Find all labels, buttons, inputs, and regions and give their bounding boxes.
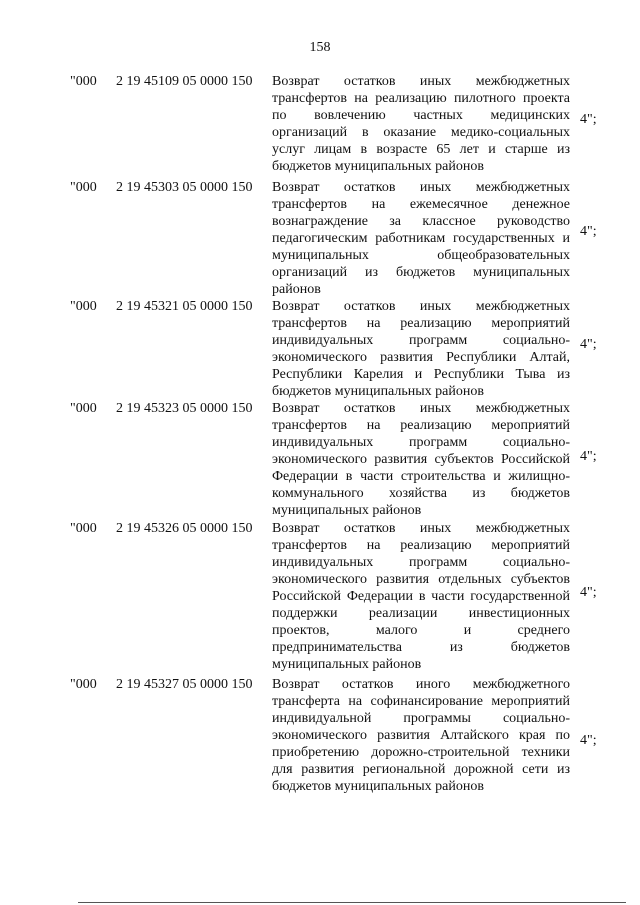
row-text: Возврат остатков иных межбюджетных трансфертов на ежемесячное денежное вознаграждение за классное руководство педагогическим работникам государственных и муниципальных общеобразовательных организаций из бюджетов муниципальных районов [272,180,570,297]
row-suffix: 4"; [580,224,597,239]
row-code: 2 19 45326 05 0000 150 [116,521,253,536]
row-code: 2 19 45327 05 0000 150 [116,677,253,692]
row-prefix: "000 [70,299,97,314]
row-suffix: 4"; [580,449,597,464]
row-prefix: "000 [70,180,97,195]
bottom-rule [78,902,626,903]
row-text: Возврат остатков иного межбюджетного трансферта на софинансирование мероприятий индивидуальной программы социально-экономического развития Алтайского края по приобретению дорожно-строительной техники для развития региональной дорожной сети из бюджетов муниципальных районов [272,677,570,794]
row-code: 2 19 45109 05 0000 150 [116,74,253,89]
row-prefix: "000 [70,74,97,89]
row-prefix: "000 [70,677,97,692]
row-suffix: 4"; [580,585,597,600]
page-number: 158 [309,40,331,55]
row-code: 2 19 45321 05 0000 150 [116,299,253,314]
row-suffix: 4"; [580,337,597,352]
row-text: Возврат остатков иных межбюджетных трансфертов на реализацию мероприятий индивидуальных программ социально-экономического развития Республики Алтай, Республики Карелия и Республики Тыва из бюджетов муниципальных районов [272,299,570,399]
row-text: Возврат остатков иных межбюджетных трансфертов на реализацию пилотного проекта по вовлечению частных медицинских организаций в оказание медико-социальных услуг лицам в возрасте 65 лет и старше из бюджетов муниципальных районов [272,74,570,174]
row-prefix: "000 [70,521,97,536]
row-suffix: 4"; [580,733,597,748]
row-prefix: "000 [70,401,97,416]
row-text: Возврат остатков иных межбюджетных трансфертов на реализацию мероприятий индивидуальных программ социально-экономического развития отдельных субъектов Российской Федерации в части государственной поддержки реализации инвестиционных проектов, малого и среднего предпринимательства из бюджетов муниципальных районов [272,521,570,672]
row-code: 2 19 45323 05 0000 150 [116,401,253,416]
row-suffix: 4"; [580,112,597,127]
row-code: 2 19 45303 05 0000 150 [116,180,253,195]
row-text: Возврат остатков иных межбюджетных трансфертов на реализацию мероприятий индивидуальных программ социально-экономического развития субъектов Российской Федерации в части строительства и жилищно-коммунального хозяйства из бюджетов муниципальных районов [272,401,570,518]
